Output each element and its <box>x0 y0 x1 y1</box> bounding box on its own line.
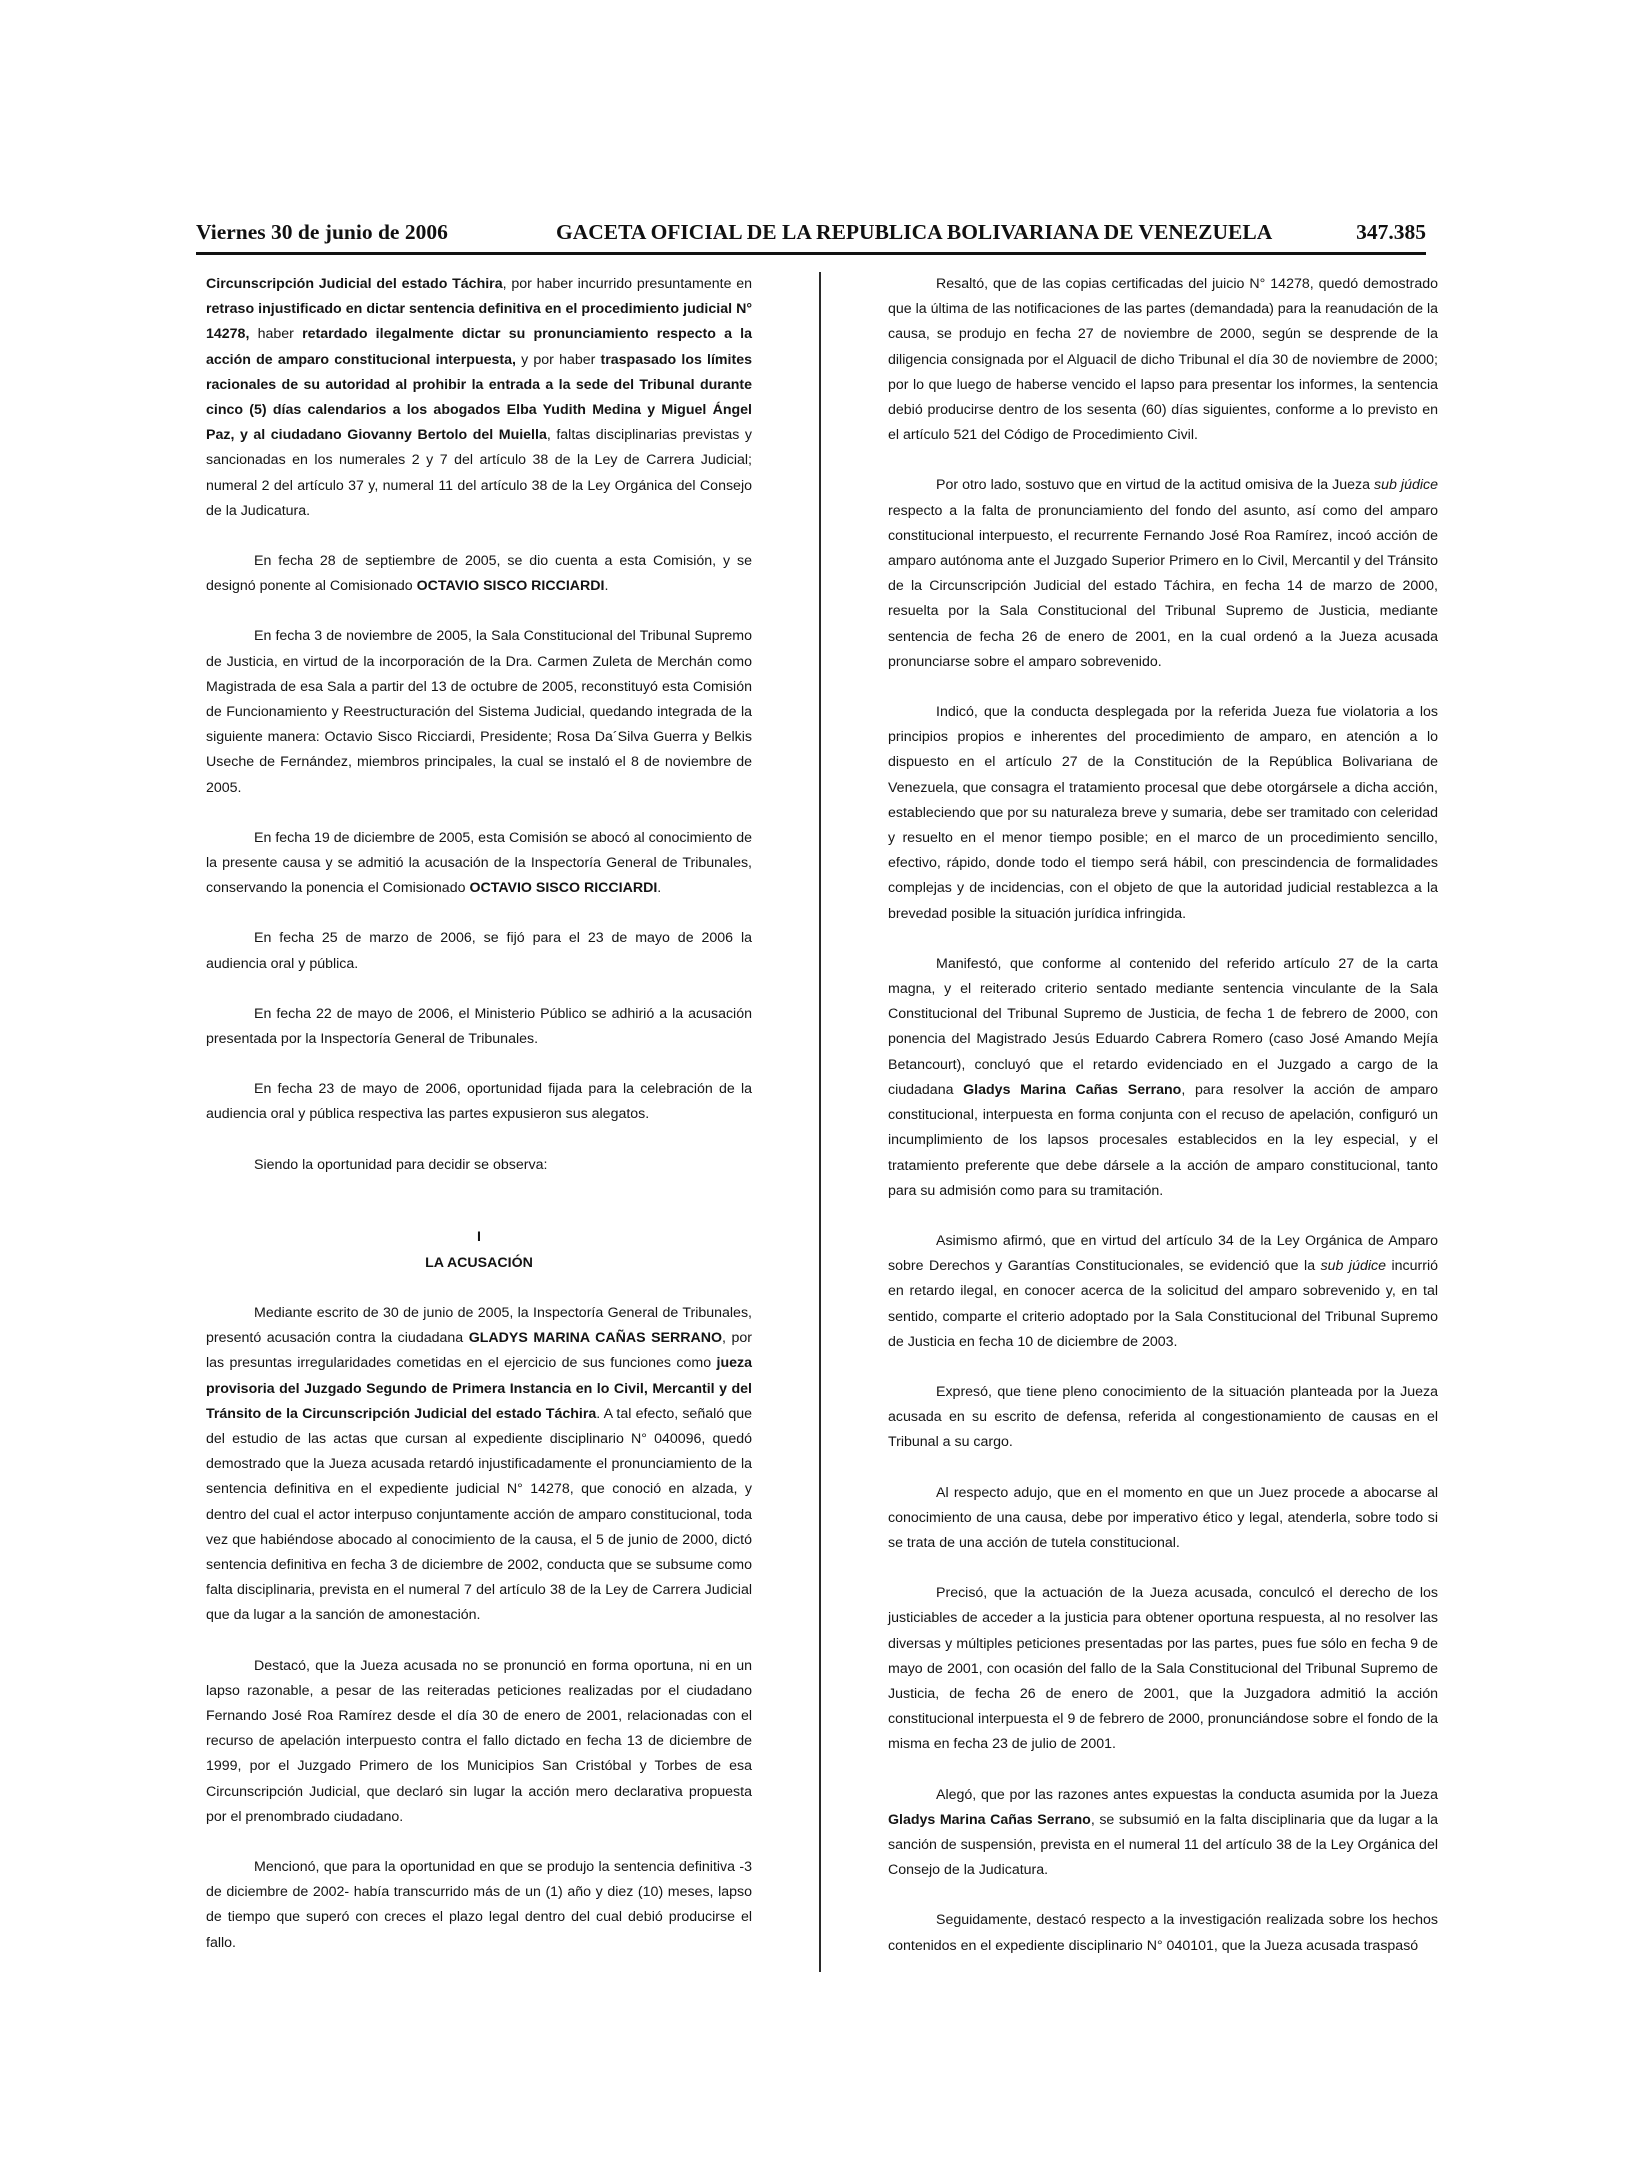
paragraph-november: En fecha 3 de noviembre de 2005, la Sala Constitucional del Tribunal Supremo de Justicia, en virtud de la incorporación de la Dra. Carmen Zuleta de Merchán como Magistrada de esa Sala a partir del 13 de octubre de 2005, reconstituyó esta Comisión de Funcionamiento y Reestructuración del Sistema Judicial, quedando integrada de la siguiente manera: Octavio Sisco Ricciardi, Presidente; Rosa Da´Silva Guerra y Belkis Useche de Fernández, miembros principales, la cual se instaló el 8 de noviembre de 2005. <box>206 628 752 796</box>
paragraph-asimismo: Asimismo afirmó, que en virtud del artículo 34 de la Ley Orgánica de Amparo sobre Derechos y Garantías Constitucionales, se evidenció que la sub júdice incurrió en retardo ilegal, en conocer acerca de la solicitud del amparo sobrevenido y, en tal sentido, comparte el criterio adoptado por la Sala Constitucional del Tribunal Supremo de Justicia en fecha 10 de diciembre de 2003. <box>888 1232 1438 1350</box>
paragraph-acusacion: Mediante escrito de 30 de junio de 2005, la Inspectoría General de Tribunales, presentó acusación contra la ciudadana GLADYS MARINA CAÑAS SERRANO, por las presuntas irregularidades cometidas en el ejercicio de sus funciones como jueza provisoria del Juzgado Segundo de Primera Instancia en lo Civil, Mercantil y del Tránsito de la Circunscripción Judicial del estado Táchira. A tal efecto, señaló que del estudio de las actas que cursan al expediente disciplinario N° 040096, quedó demostrado que la Jueza acusada retardó injustificadamente el pronunciamiento de la sentencia definitiva en el expediente judicial N° 14278, que conoció en alzada, y dentro del cual el actor interpuso conjuntamente acción de amparo constitucional, toda vez que habiéndose abocado al conocimiento de la causa, el 5 de junio de 2000, dictó sentencia definitiva en fecha 3 de diciembre de 2002, conducta que se subsume como falta disciplinaria, prevista en el numeral 7 del artículo 38 de la Ley de Carrera Judicial que da lugar a la sanción de amonestación. <box>206 1304 752 1624</box>
paragraph-por-otro-lado: Por otro lado, sostuvo que en virtud de la actitud omisiva de la Jueza sub júdice respecto a la falta de pronunciamiento del fondo del asunto, así como del amparo constitucional interpuesto, el recurrente Fernando José Roa Ramírez, incoó acción de amparo autónoma ante el Juzgado Superior Primero en lo Civil, Mercantil y del Tránsito de la Circunscripción Judicial del estado Táchira, en fecha 14 de marzo de 2000, resuelta por la Sala Constitucional del Tribunal Supremo de Justicia, mediante sentencia de fecha 26 de enero de 2001, en la cual ordenó a la Jueza acusada pronunciarse sobre el amparo sobrevenido. <box>888 477 1438 670</box>
paragraph-resalto: Resaltó, que de las copias certificadas del juicio N° 14278, quedó demostrado que la última de las notificaciones de las partes (demandada) para la reanudación de la causa, se produjo en fecha 27 de noviembre de 2000, según se desprende de la diligencia consignada por el Alguacil de dicho Tribunal el día 30 de noviembre de 2000; por lo que luego de haberse vencido el lapso para presentar los informes, la sentencia debió producirse dentro de los sesenta (60) días siguientes, conforme a lo previsto en el artículo 521 del Código de Procedimiento Civil. <box>888 276 1438 444</box>
paragraph-manifesto: Manifestó, que conforme al contenido del referido artículo 27 de la carta magna, y el reiterado criterio sentado mediante sentencia vinculante de la Sala Constitucional del Tribunal Supremo de Justicia, de fecha 1 de febrero de 2000, con ponencia del Magistrado Jesús Eduardo Cabrera Romero (caso José Amando Mejía Betancourt), concluyó que el retardo evidenciado en el Juzgado a cargo de la ciudadana Gladys Marina Cañas Serrano, para resolver la acción de amparo constitucional, interpuesta en forma conjunta con el recuso de apelación, configuró un incumplimiento de los lapsos procesales establecidos en la ley especial, y el tratamiento preferente que debe dársele a la acción de amparo constitucional, tanto para su admisión como para su tramitación. <box>888 955 1439 1199</box>
paragraph-seguidamente: Seguidamente, destacó respecto a la investigación realizada sobre los hechos contenidos en el expediente disciplinario N° 040101, que la Jueza acusada traspasó <box>888 1912 1438 1954</box>
paragraph-expreso: Expresó, que tiene pleno conocimiento de la situación planteada por la Jueza acusada en su escrito de defensa, referida al congestionamiento de causas en el Tribunal a su cargo. <box>888 1383 1438 1451</box>
gazette-title: GACETA OFICIAL DE LA REPUBLICA BOLIVARIANA DE VENEZUELA <box>556 220 1273 244</box>
paragraph-may-23: En fecha 23 de mayo de 2006, oportunidad fijada para la celebración de la audiencia oral y pública respectiva las partes expusieron sus alegatos. <box>206 1081 752 1123</box>
paragraph-december: En fecha 19 de diciembre de 2005, esta Comisión se abocó al conocimiento de la presente causa y se admitió la acusación de la Inspectoría General de Tribunales, conservando la ponencia el Comisionado OCTAVIO SISCO RICCIARDI. <box>206 829 752 897</box>
paragraph-march: En fecha 25 de marzo de 2006, se fijó para el 23 de mayo de 2006 la audiencia oral y pública. <box>206 930 752 972</box>
issue-date: Viernes 30 de junio de 2006 <box>196 220 448 244</box>
paragraph-indico: Indicó, que la conducta desplegada por la referida Jueza fue violatoria a los principios propios e inherentes del procedimiento de amparo, en atención a lo dispuesto en el artículo 27 de la Constitución de la República Bolivariana de Venezuela, que consagra el tratamiento procesal que debe otorgársele a dicha acción, estableciendo que por su naturaleza breve y sumaria, debe ser tramitado con celeridad y resuelto en el menor tiempo posible; en el marco de un procedimiento sencillo, efectivo, rápido, donde todo el tiempo será hábil, con prescindencia de formalidades complejas y de incidencias, con el objeto de que la autoridad judicial restablezca a la brevedad posible la situación jurídica infringida. <box>888 704 1438 922</box>
left-column <box>206 272 752 1981</box>
paragraph-september: En fecha 28 de septiembre de 2005, se dio cuenta a esta Comisión, y se designó ponente al Comisionado OCTAVIO SISCO RICCIARDI. <box>206 553 752 595</box>
section-title: LA ACUSACIÓN <box>425 1254 533 1271</box>
paragraph-destaco: Destacó, que la Jueza acusada no se pronunció en forma oportuna, ni en un lapso razonable, a pesar de las reiteradas peticiones realizadas por el ciudadano Fernando José Roa Ramírez desde el día 30 de enero de 2001, relacionadas con el recurso de apelación interpuesto contra el fallo dictado en fecha 13 de diciembre de 1999, por el Juzgado Primero de los Municipios San Cristóbal y Torbes de esa Circunscripción Judicial, que declaró sin lugar la acción mero declarativa propuesta por el prenombrado ciudadano. <box>206 1657 752 1825</box>
page-number: 347.385 <box>1356 220 1426 244</box>
right-column <box>888 272 1438 1984</box>
paragraph-alego: Alegó, que por las razones antes expuestas la conducta asumida por la Jueza Gladys Marina Cañas Serrano, se subsumió en la falta disciplinaria que da lugar a la sanción de suspensión, prevista en el numeral 11 del artículo 38 de la Ley Orgánica del Consejo de la Judicatura. <box>888 1786 1439 1879</box>
paragraph-may-22: En fecha 22 de mayo de 2006, el Ministerio Público se adhirió a la acusación presentada por la Inspectoría General de Tribunales. <box>206 1005 752 1048</box>
section-heading <box>206 1224 752 1276</box>
paragraph-adujo: Al respecto adujo, que en el momento en que un Juez procede a abocarse al conocimiento de una causa, debe por imperativo ético y legal, atenderla, sobre todo si se trata de una acción de tutela constitucional. <box>888 1484 1438 1551</box>
column-divider <box>819 272 821 1972</box>
paragraph-preciso: Precisó, que la actuación de la Jueza acusada, conculcó el derecho de los justiciables de acceder a la justicia para obtener oportuna respuesta, al no resolver las diversas y múltiples peticiones presentadas por las partes, pues fue sólo en fecha 9 de mayo de 2001, con ocasión del fallo de la Sala Constitucional del Tribunal Supremo de Justicia, de fecha 26 de enero de 2001, que la Juzgadora admitió la acción constitucional interpuesta el 9 de febrero de 2000, pronunciándose sobre el fondo de la misma en fecha 23 de julio de 2001. <box>888 1585 1438 1753</box>
paragraph-menciono: Mencionó, que para la oportunidad en que se produjo la sentencia definitiva -3 de diciembre de 2002- había transcurrido más de un (1) año y diez (10) meses, lapso de tiempo que superó con creces el plazo legal dentro del cual debió producirse el fallo. <box>206 1858 752 1951</box>
section-numeral: I <box>477 1228 481 1245</box>
paragraph-siendo: Siendo la oportunidad para decidir se observa: <box>254 1156 548 1173</box>
header-rule <box>196 252 1426 255</box>
page-header <box>196 212 1426 252</box>
paragraph-intro: Circunscripción Judicial del estado Táchira, por haber incurrido presuntamente en retraso injustificado en dictar sentencia definitiva en el procedimiento judicial N° 14278, haber retardado ilegalmente dictar su pronunciamiento respecto a la acción de amparo constitucional interpuesta, y por haber traspasado los límites racionales de su autoridad al prohibir la entrada a la sede del Tribunal durante cinco (5) días calendarios a los abogados Elba Yudith Medina y Miguel Ángel Paz, y al ciudadano Giovanny Bertolo del Muiella, faltas disciplinarias previstas y sancionadas en los numerales 2 y 7 del artículo 38 de la Ley de Carrera Judicial; numeral 2 del artículo 37 y, numeral 11 del artículo 38 de la Ley Orgánica del Consejo de la Judicatura. <box>206 276 753 519</box>
